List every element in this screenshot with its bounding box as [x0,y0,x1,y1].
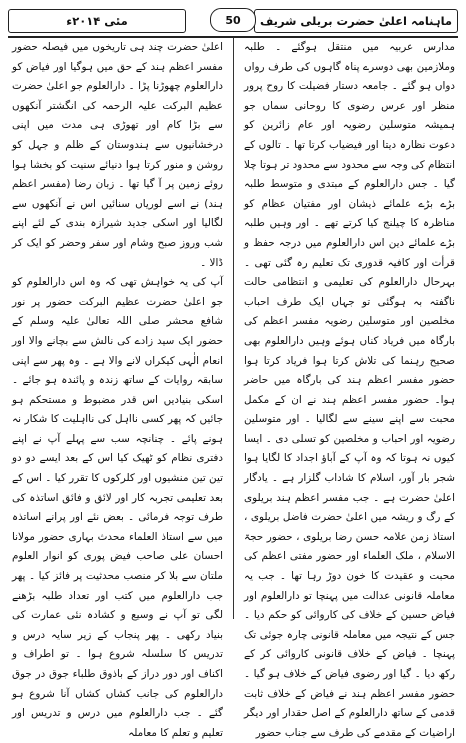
right-column [241,38,458,739]
magazine-title-banner [254,9,458,33]
left-column-paragraph: آپ کی یہ خواہش تھی کہ وہ اس دارالعلوم کو جو اعلیٰ حضرت عظیم البرکت حضور پر نور شافع محشر صلی اللہ تعالیٰ علیہ وسلم کے حضور ایک سید زادے کی نالش سے بچانے والا اور انعام الٰہی کیکراں لانے والا ہے ۔ وہ پھر سے اپنی سابقہ روایات کے ساتھ زندہ و پائندہ ہو جائے ۔ اسکی بنیادیں اس قدر مضبوط و مستحکم ہو جائیں کہ پھر کسی نااہل کی نااہلیت کا شکار نہ ہونے پائے ۔ چنانچہ سب سے پہلے آپ نے اپنے دفتری نظام کو ٹھیک کیا اس کے بعد ایسے دو دو تین تین منشیوں اور کلرکوں کا تقرر کیا ۔ اس کے بعد تعلیمی تجربہ کار اور لائق و فائق اساتذہ کی طرف توجہ فرمائی ۔ بعض نئے اور پرانے اساتذہ میں سے استاذ العلماء محدث بہاری حضور مولانا احسان علی صاحب فیض پوری کو انوار العلوم ملتان سے بلا کر منصب محدثیت پر فائز کیا ۔ پھر جب دارالعلوم میں کتب اور تعداد طلبہ بڑھنے لگی تو آپ نے وسیع و کشادہ نئی عمارت کی بنیاد رکھی ۔ پھر پنجاب کے زیر سایہ درس و تدریس کا سلسلہ شروع ہوا ۔ تو اطراف و اکناف اور دور دراز کے باذوق طلباء جوق در جوق دارالعلوم کی جانب کشاں کشاں آنا شروع ہو گئے ۔ جب دارالعلوم میں درس و تدریس اور تعلیم و تعلم کا معاملہ [12,276,223,739]
issue-banner [8,9,186,33]
magazine-title: ماہنامہ اعلیٰ حضرت بریلی شریف [259,14,453,28]
left-column [9,38,226,739]
page-header [8,6,458,36]
issue-date: مئی ۲۰۱۴ء [66,14,128,28]
left-column-paragraph: اعلیٰ حضرت چند ہی تاریخوں میں فیصلہ حضور مفسر اعظم ہند کے حق میں ہوگیا اور فیاض کو دارالعلوم چھوڑنا پڑا ۔ دارالعلوم جو اعلیٰ حضرت عظیم البرکت علیہ الرحمہ کی انگشتر آنکھوں سے بڑا کام اور تھوڑی ہی مدت میں اپنی درخشانیوں سے ہندوستان کے ظلم و جہل کو روشن و منور کرتا ہوا دنیائے سنیت کو بخشا ہوا روئے زمین پر آ گیا تھا ۔ زبان رضا (مفسر اعظم ہند) نے اسے لوریاں سنائیں اس نے آنکھوں سے لگالیا اور اسکی جدید شیرازہ بندی کے لئے اپنے شب وروز صبح وشام اور سفر وحضر کو ایک کر ڈالا ۔ [12,41,223,269]
right-column-paragraph: مدارس عربیہ میں منتقل ہوگئے ۔ طلبہ وملازمین بھی دوسرے پناہ گاہوں کی طرف رواں دواں ہو گئے ۔ جامعہ دستار فضیلت کا روح پرور منظر اور عرس رضوی کا روحانی سماں جو ہمیشہ متوسلین رضویہ اور عام زائرین کو دعوت نظارہ دیتا اور فیضیاب کرتا تھا ۔ تالوں کے انتظام کی وجہ سے محدود سے محدود تر ہوتا چلا گیا ۔ جس دارالعلوم کے مبتدی و متوسط طلبہ بڑے بڑے علمائے ذیشان اور مفتیان عظام کو مناظرہ کا چیلنج کیا کرتے تھے ۔ اور وہیں طلبہ بڑے علمائے دین اس دارالعلوم میں درجہ حفظ و قرأت اور کافیہ قدوری تک تعلیم رہ گئی تھی ۔ بہرحال دارالعلوم کی تعلیمی و انتظامی حالت ناگفتہ بہ ہوگئی تو جہاں ایک طرف احباب مخلصین اور متوسلین رضویہ مفسر اعظم کی بارگاہ میں فریاد کناں ہوئے وہیں دارالعلوم بھی صحیح رہنما کی تلاش کرتا ہوا فریاد کرتا ہوا حضور مفسر اعظم ہند کی بارگاہ میں حاضر ہوا۔ حضور مفسر اعظم ہند نے ان کے مکمل محبت سے اپنے سینے سے لگالیا ۔ اور متوسلین رضویہ اور احباب و مخلصین کو تسلی دی ۔ ایسا کیوں نہ ہوتا کہ وہ آپ کے آباؤ اجداد کا لگایا ہوا شجر بار آور، اسلام کا شاداب گلزار ہے ۔ یادگار اعلیٰ حضرت ہے ۔ جب مفسر اعظم ہند بریلوی کے رگ و ریشہ میں اعلیٰ حضرت فاضل بریلوی ، استاذ زمن علامہ حسن رضا بریلوی ، حضور حجۃ الاسلام ، ملک العلماء اور حضور مفتی اعظم کی محبت و عقیدت کا خون دوڑ رہا تھا ۔ جب یہ معاملہ قانونی عدالت میں پہنچا تو دارالعلوم اور فیاض حسین کے خلاف کی کاروائی کو حکم دیا ۔ جس کے نتیجہ میں معاملہ قانونی چارہ جوئی تک پہنچا ۔ فیاض کے خلاف قانونی کاروائی کر کے رکھ دیا ۔ گیا اور رضوی فیاض کے خلاف ہو گیا ۔ حضور مفسر اعظم ہند نے فیاض کے خلاف ثابت قدمی کے ساتھ دارالعلوم کے اصل حقدار اور دیگر اراضیات کے مقدمے کی طرف سے جناب حضور [244,41,455,739]
column-divider [233,38,234,619]
text-columns [8,38,458,739]
page-number: 50 [210,8,256,32]
